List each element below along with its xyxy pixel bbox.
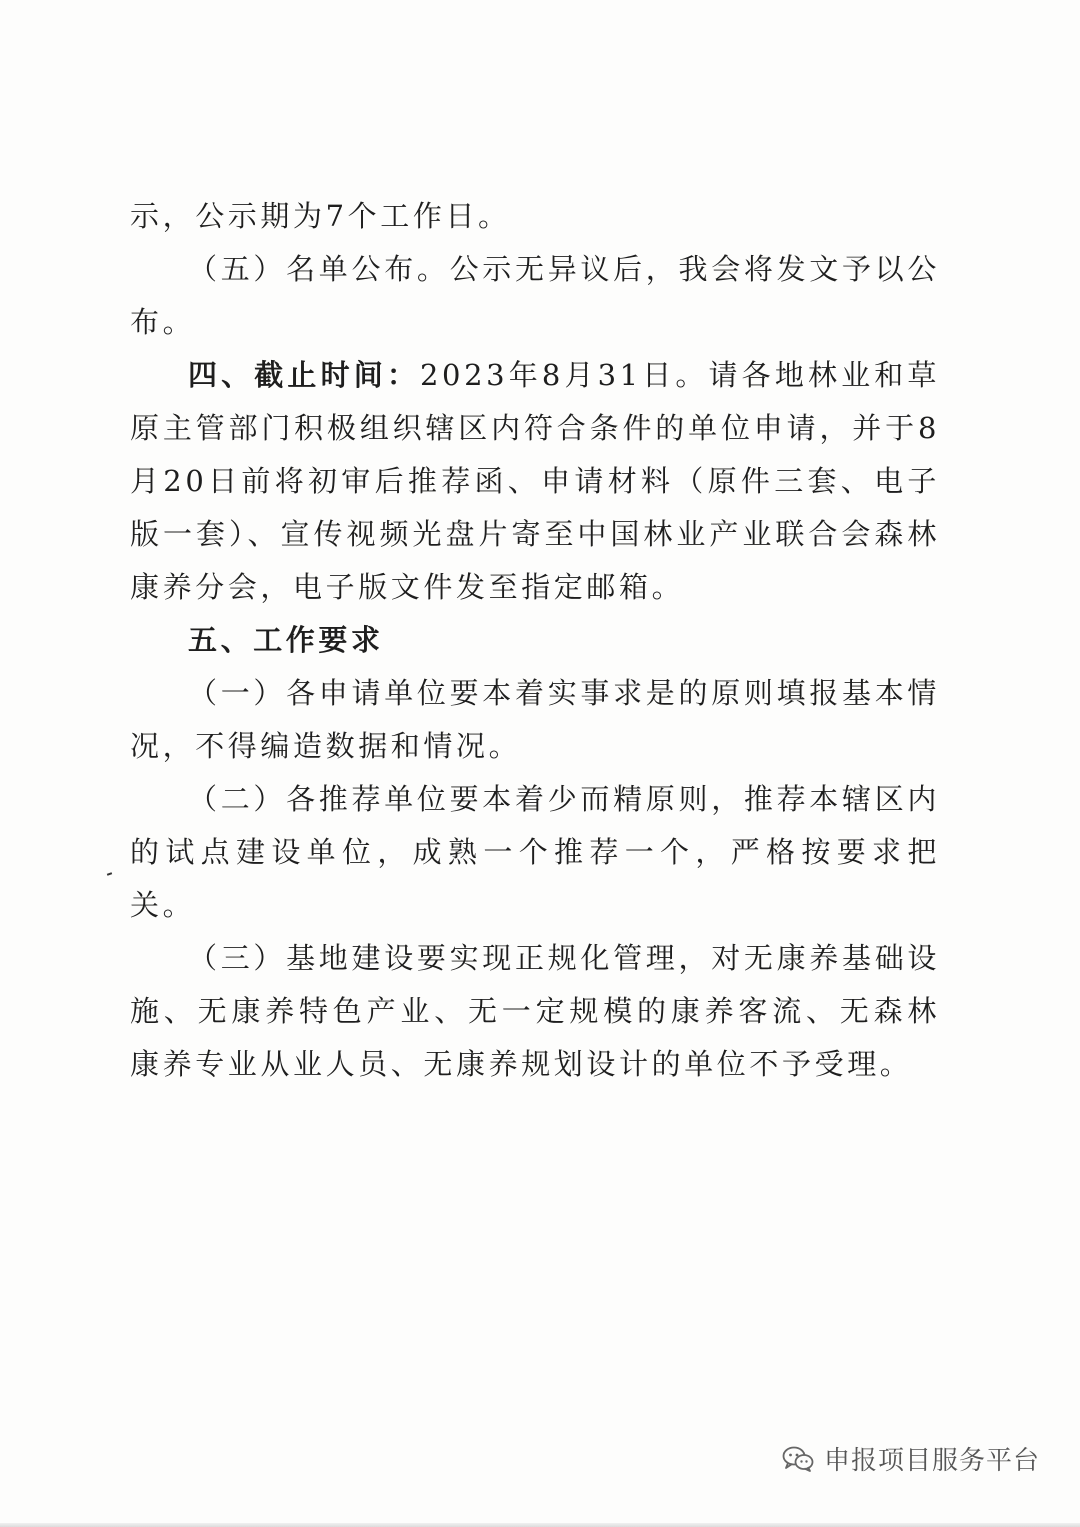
watermark-text: 申报项目服务平台 — [823, 1446, 1040, 1476]
paragraph-publicity-period: 示，公示期为7个工作日。 — [130, 199, 511, 233]
wechat-icon — [782, 1446, 814, 1472]
scan-bottom-edge — [0, 1523, 1080, 1527]
deadline-heading: 四、截止时间： — [188, 358, 420, 392]
scan-speck — [107, 872, 112, 876]
paragraph-requirement-2: （二）各推荐单位要本着少而精原则，推荐本辖区内的试点建设单位，成熟一个推荐一个，严格按要求把关。 — [130, 782, 940, 922]
paragraph-list-publication: （五）名单公布。公示无异议后，我会将发文予以公布。 — [130, 252, 940, 339]
wechat-watermark — [782, 1440, 1040, 1477]
paragraph-deadline — [130, 349, 940, 614]
paragraph-requirement-3: （三）基地建设要实现正规化管理，对无康养基础设施、无康养特色产业、无一定规模的康养客流、无森林康养专业从业人员、无康养规划设计的单位不予受理。 — [130, 941, 940, 1081]
paragraph-requirement-1: （一）各申请单位要本着实事求是的原则填报基本情况，不得编造数据和情况。 — [130, 676, 940, 763]
work-requirements-heading: 五、工作要求 — [188, 623, 384, 657]
deadline-text: 2023年8月31日。请各地林业和草原主管部门积极组织辖区内符合条件的单位申请，并于8月20日前将初审后推荐函、申请材料（原件三套、电子版一套）、宣传视频光盘片寄至中国林业产业联合会森林康养分会，电子版文件发至指定邮箱。 — [130, 358, 940, 604]
document-body — [130, 190, 940, 1091]
paragraph-work-requirements-heading — [130, 614, 940, 667]
